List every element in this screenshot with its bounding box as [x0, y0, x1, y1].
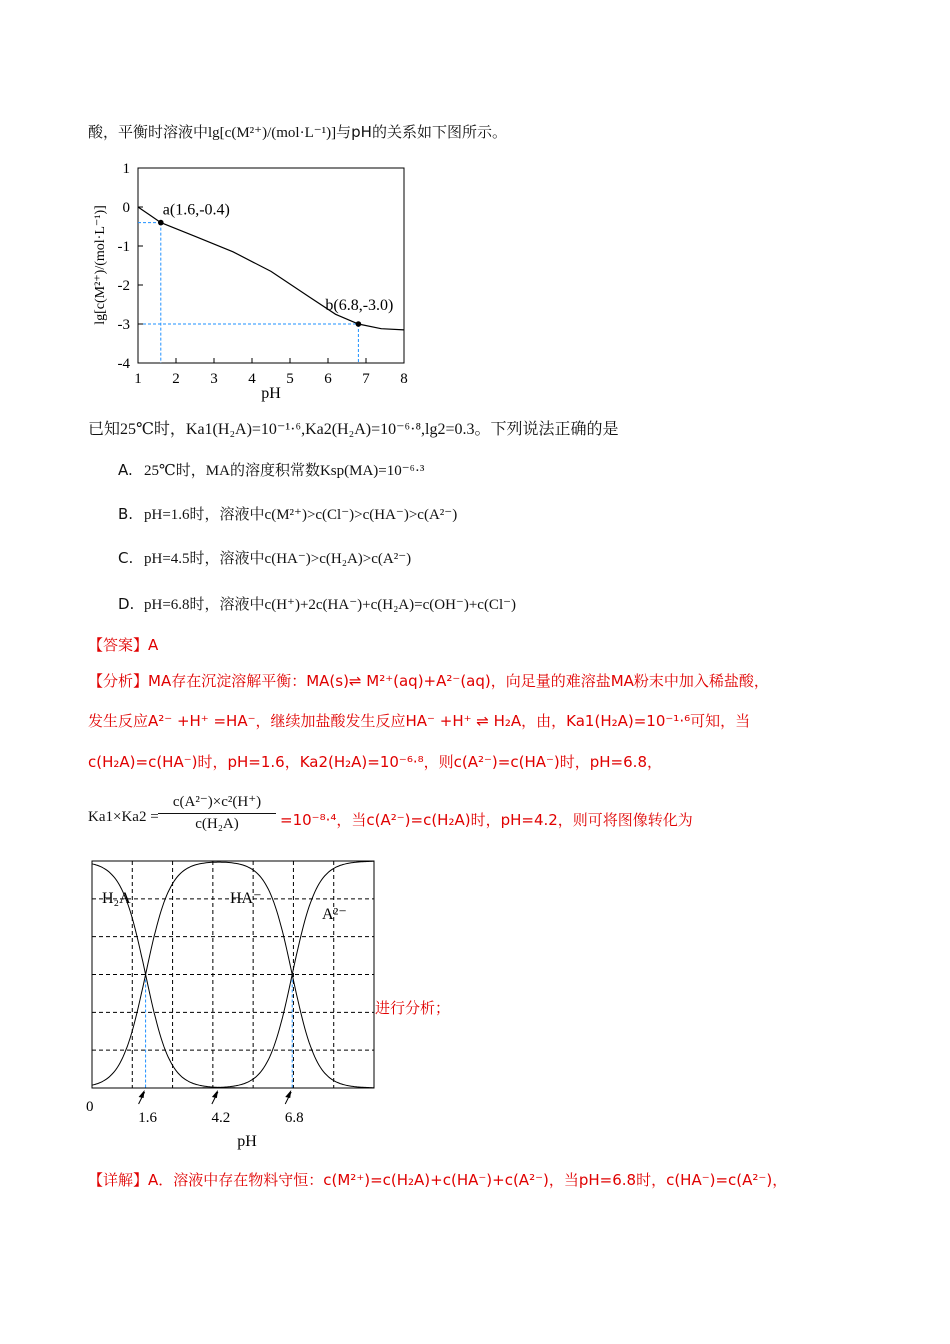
option-c[interactable]	[118, 548, 411, 569]
option-text: pH=4.5时，溶液中c(HA⁻)>c(H₂A)>c(A²⁻)	[144, 551, 412, 567]
analysis-line-4	[88, 792, 808, 842]
option-b[interactable]	[118, 504, 457, 525]
y-tick-label: -1	[117, 239, 130, 255]
y-tick-label: -3	[117, 317, 130, 333]
x-mark-label: 1.6	[138, 1110, 157, 1126]
known-line: 已知25℃时，Ka1(H₂A)=10⁻¹·⁶,Ka2(H₂A)=10⁻⁶·⁸,lg2=0.3。下列说法正确的是	[88, 421, 619, 438]
option-d[interactable]	[118, 594, 516, 615]
x-tick-label: 7	[362, 371, 370, 387]
fraction-numerator: c(A²⁻)×c²(H⁺)	[158, 792, 276, 814]
point-label: b(6.8,-3.0)	[325, 297, 394, 314]
intro-line	[88, 122, 507, 143]
x-mark-label: 6.8	[284, 1110, 304, 1126]
y-tick-label: -4	[117, 356, 130, 372]
x-axis-label: pH	[237, 1133, 257, 1150]
k-product: Ka1×Ka2 =	[88, 809, 159, 825]
arrow-head	[139, 1090, 145, 1098]
label-a2: A²⁻	[322, 906, 347, 923]
option-key: B.	[118, 505, 134, 523]
option-key: D.	[118, 595, 135, 613]
option-a[interactable]	[118, 460, 424, 481]
answer-line: 【答案】A	[88, 636, 159, 654]
label-ha: HA⁻	[230, 890, 262, 907]
fraction	[158, 792, 276, 833]
data-point	[158, 220, 164, 226]
label-h2a: H₂A	[102, 890, 131, 907]
data-point	[356, 321, 362, 327]
y-tick-label: 0	[122, 200, 130, 216]
x-tick-label: 2	[172, 371, 180, 387]
intro-suffix: 与pH的关系如下图所示。	[336, 123, 507, 141]
x-tick-label: 6	[324, 371, 332, 387]
x-tick-label: 1	[134, 371, 142, 387]
analysis-line-1: 【分析】MA存在沉淀溶解平衡：MA(s)⇌ M²⁺(aq)+A²⁻(aq)，向足量的难溶盐MA粉末中加入稀盐酸，	[88, 672, 769, 690]
y-tick-label: 1	[122, 161, 130, 177]
analysis-line-2: 发生反应A²⁻ +H⁺ =HA⁻，继续加盐酸发生反应HA⁻ +H⁺ ⇌ H₂A，由，Ka1(H₂A)=10⁻¹·⁶可知，当	[88, 712, 751, 730]
option-text: 25℃时，MA的溶度积常数Ksp(MA)=10⁻⁶·³	[144, 463, 425, 479]
option-text: pH=1.6时，溶液中c(M²⁺)>c(Cl⁻)>c(HA⁻)>c(A²⁻)	[144, 507, 458, 523]
x-tick-label: 3	[210, 371, 218, 387]
x-mark-label: 4.2	[211, 1110, 231, 1126]
option-text: pH=6.8时，溶液中c(H⁺)+2c(HA⁻)+c(H₂A)=c(OH⁻)+c(Cl⁻)	[144, 597, 517, 613]
fraction-denominator: c(H₂A)	[195, 816, 239, 832]
x-tick-label: 8	[400, 371, 408, 387]
option-key: C.	[118, 549, 134, 567]
x-tick-label: 5	[286, 371, 294, 387]
option-key: A.	[118, 461, 133, 479]
analysis-line-3: c(H₂A)=c(HA⁻)时，pH=1.6，Ka2(H₂A)=10⁻⁶·⁸，则c(A²⁻)=c(HA⁻)时，pH=6.8，	[88, 753, 662, 771]
origin-label: 0	[86, 1099, 94, 1115]
x-tick-label: 4	[248, 371, 256, 387]
detail-line: 【详解】A．溶液中存在物料守恒：c(M²⁺)=c(H₂A)+c(HA⁻)+c(A²⁻)，当pH=6.8时，c(HA⁻)=c(A²⁻)，	[88, 1171, 788, 1189]
analysis-line-5: 进行分析；	[375, 999, 451, 1017]
point-label: a(1.6,-0.4)	[162, 201, 230, 219]
arrow-head	[212, 1090, 218, 1098]
arrow-head	[285, 1090, 291, 1098]
x-axis-label: pH	[261, 385, 281, 402]
y-tick-label: -2	[117, 278, 130, 294]
analysis-line-4-rest: =10⁻⁸·⁴，当c(A²⁻)=c(H₂A)时，pH=4.2，则可将图像转化为	[280, 811, 693, 829]
intro-formula: lg[c(M²⁺)/(mol·L⁻¹)]	[208, 125, 337, 141]
intro-prefix: 酸，平衡时溶液中	[88, 123, 209, 141]
plot-frame	[138, 168, 404, 363]
y-axis-label: lg[c(M²⁺)/(mol·L⁻¹)]	[93, 205, 108, 325]
distribution-chart	[80, 855, 380, 1155]
solubility-chart	[80, 155, 425, 405]
